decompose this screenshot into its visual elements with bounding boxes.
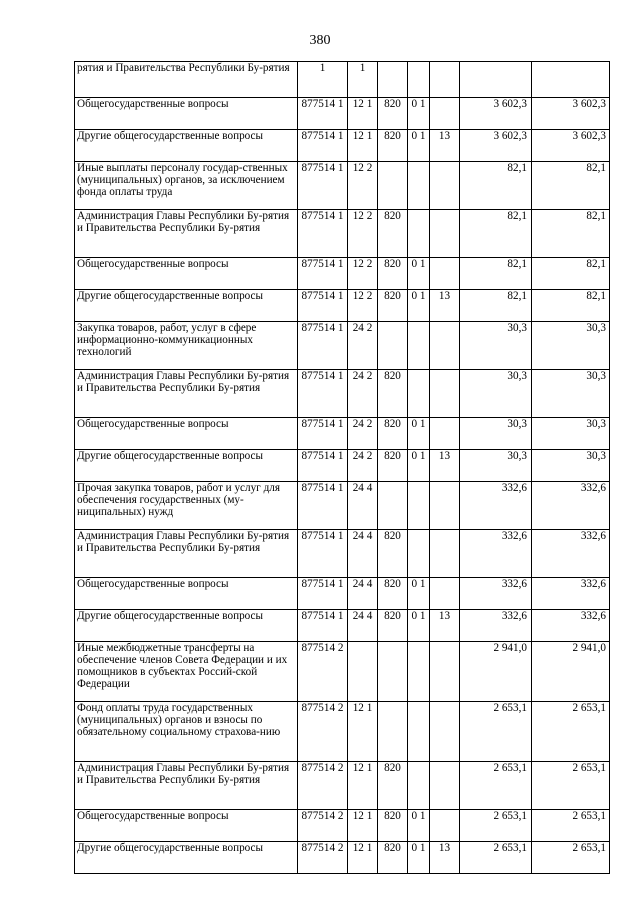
row-target-code: 877514 1 [298, 482, 348, 530]
row-expense-type: 12 1 [348, 702, 378, 762]
row-department: 820 [378, 450, 408, 482]
row-department: 820 [378, 258, 408, 290]
row-subsection [430, 810, 460, 842]
row-amount-2: 2 653,1 [532, 702, 610, 762]
table-row [75, 162, 610, 210]
row-subsection [430, 530, 460, 578]
row-amount-1 [460, 62, 532, 98]
row-name: рятия и Правительства Республики Бу-рятия [75, 62, 298, 98]
row-amount-1: 332,6 [460, 482, 532, 530]
table-row [75, 210, 610, 258]
row-amount-1: 82,1 [460, 290, 532, 322]
row-department: 820 [378, 610, 408, 642]
row-section: 0 1 [408, 130, 430, 162]
row-amount-1: 3 602,3 [460, 130, 532, 162]
table-row [75, 130, 610, 162]
row-amount-2: 3 602,3 [532, 98, 610, 130]
row-department [378, 702, 408, 762]
row-amount-1: 82,1 [460, 210, 532, 258]
row-amount-2: 82,1 [532, 162, 610, 210]
row-amount-1: 2 941,0 [460, 642, 532, 702]
row-name: Другие общегосударственные вопросы [75, 450, 298, 482]
row-name: Общегосударственные вопросы [75, 418, 298, 450]
row-expense-type: 12 1 [348, 842, 378, 874]
row-target-code: 877514 2 [298, 762, 348, 810]
row-amount-1: 2 653,1 [460, 842, 532, 874]
row-amount-2: 3 602,3 [532, 130, 610, 162]
row-department [378, 642, 408, 702]
row-subsection [430, 258, 460, 290]
table-row [75, 322, 610, 370]
row-department: 820 [378, 530, 408, 578]
row-section [408, 370, 430, 418]
row-section [408, 162, 430, 210]
row-section [408, 530, 430, 578]
row-expense-type: 24 4 [348, 482, 378, 530]
row-name: Администрация Главы Республики Бу-рятия и Правительства Республики Бу-рятия [75, 210, 298, 258]
row-department: 820 [378, 810, 408, 842]
row-subsection [430, 642, 460, 702]
row-department: 820 [378, 210, 408, 258]
row-target-code: 877514 1 [298, 162, 348, 210]
row-department: 820 [378, 578, 408, 610]
row-name: Другие общегосударственные вопросы [75, 610, 298, 642]
table-row [75, 842, 610, 874]
row-target-code: 877514 1 [298, 210, 348, 258]
row-target-code: 877514 1 [298, 258, 348, 290]
row-expense-type: 12 2 [348, 290, 378, 322]
row-name: Администрация Главы Республики Бу-рятия и Правительства Республики Бу-рятия [75, 762, 298, 810]
row-amount-2: 30,3 [532, 450, 610, 482]
row-section [408, 322, 430, 370]
row-expense-type: 12 1 [348, 130, 378, 162]
row-section: 0 1 [408, 418, 430, 450]
table-row [75, 98, 610, 130]
row-name: Другие общегосударственные вопросы [75, 130, 298, 162]
row-target-code: 877514 2 [298, 810, 348, 842]
row-section: 0 1 [408, 258, 430, 290]
row-expense-type: 12 1 [348, 810, 378, 842]
table-row [75, 610, 610, 642]
row-amount-2: 332,6 [532, 610, 610, 642]
row-amount-2: 2 941,0 [532, 642, 610, 702]
row-amount-1: 2 653,1 [460, 762, 532, 810]
row-amount-2: 332,6 [532, 578, 610, 610]
row-target-code: 877514 1 [298, 370, 348, 418]
row-name: Общегосударственные вопросы [75, 578, 298, 610]
row-amount-2 [532, 62, 610, 98]
row-amount-2: 332,6 [532, 482, 610, 530]
table-row [75, 762, 610, 810]
row-section [408, 642, 430, 702]
row-amount-2: 30,3 [532, 370, 610, 418]
row-amount-1: 332,6 [460, 578, 532, 610]
table-row [75, 530, 610, 578]
row-amount-1: 2 653,1 [460, 810, 532, 842]
row-amount-2: 332,6 [532, 530, 610, 578]
row-expense-type: 12 2 [348, 258, 378, 290]
row-department [378, 62, 408, 98]
row-expense-type: 1 [348, 62, 378, 98]
row-target-code: 877514 1 [298, 418, 348, 450]
row-name: Прочая закупка товаров, работ и услуг для обеспечения государственных (му-ниципальных) нужд [75, 482, 298, 530]
row-expense-type: 24 4 [348, 610, 378, 642]
row-subsection: 13 [430, 130, 460, 162]
row-amount-1: 30,3 [460, 450, 532, 482]
row-amount-1: 30,3 [460, 322, 532, 370]
row-expense-type: 12 1 [348, 762, 378, 810]
row-amount-2: 2 653,1 [532, 842, 610, 874]
row-section: 0 1 [408, 290, 430, 322]
row-department: 820 [378, 842, 408, 874]
row-amount-1: 30,3 [460, 370, 532, 418]
row-name: Администрация Главы Республики Бу-рятия и Правительства Республики Бу-рятия [75, 370, 298, 418]
row-subsection [430, 98, 460, 130]
row-subsection [430, 62, 460, 98]
row-target-code: 877514 1 [298, 290, 348, 322]
row-department [378, 482, 408, 530]
row-section: 0 1 [408, 578, 430, 610]
row-department: 820 [378, 130, 408, 162]
row-subsection [430, 370, 460, 418]
row-amount-2: 30,3 [532, 322, 610, 370]
budget-table [74, 61, 610, 874]
row-section: 0 1 [408, 810, 430, 842]
row-department: 820 [378, 98, 408, 130]
table-row [75, 578, 610, 610]
row-department [378, 322, 408, 370]
row-amount-1: 30,3 [460, 418, 532, 450]
row-section: 0 1 [408, 610, 430, 642]
row-section [408, 702, 430, 762]
row-amount-2: 30,3 [532, 418, 610, 450]
row-expense-type: 24 2 [348, 322, 378, 370]
row-name: Общегосударственные вопросы [75, 810, 298, 842]
page-number: 380 [309, 33, 331, 48]
row-subsection [430, 210, 460, 258]
row-name: Иные межбюджетные трансферты на обеспечение членов Совета Федерации и их помощников в субъектах Россий-ской Федерации [75, 642, 298, 702]
row-amount-1: 332,6 [460, 610, 532, 642]
row-amount-2: 82,1 [532, 210, 610, 258]
row-name: Администрация Главы Республики Бу-рятия и Правительства Республики Бу-рятия [75, 530, 298, 578]
row-expense-type: 24 2 [348, 450, 378, 482]
row-name: Общегосударственные вопросы [75, 98, 298, 130]
row-section [408, 482, 430, 530]
row-expense-type: 12 1 [348, 98, 378, 130]
row-subsection [430, 162, 460, 210]
table-row [75, 482, 610, 530]
table-row [75, 290, 610, 322]
row-amount-1: 82,1 [460, 258, 532, 290]
row-name: Закупка товаров, работ, услуг в сфере информационно-коммуникационных технологий [75, 322, 298, 370]
row-expense-type: 12 2 [348, 210, 378, 258]
row-name: Другие общегосударственные вопросы [75, 290, 298, 322]
row-name: Фонд оплаты труда государственных (муниципальных) органов и взносы по обязательному социальному страхова-нию [75, 702, 298, 762]
table-row [75, 810, 610, 842]
row-target-code: 877514 1 [298, 610, 348, 642]
table-row [75, 370, 610, 418]
table-row [75, 642, 610, 702]
row-name: Иные выплаты персоналу государ-ственных (муниципальных) органов, за исключением фонда оплаты труда [75, 162, 298, 210]
row-amount-1: 2 653,1 [460, 702, 532, 762]
row-expense-type: 24 4 [348, 530, 378, 578]
row-subsection [430, 482, 460, 530]
table-row [75, 418, 610, 450]
row-target-code: 877514 1 [298, 322, 348, 370]
row-target-code: 877514 2 [298, 642, 348, 702]
row-expense-type: 12 2 [348, 162, 378, 210]
row-target-code: 877514 1 [298, 98, 348, 130]
table-row [75, 702, 610, 762]
row-amount-2: 82,1 [532, 258, 610, 290]
row-subsection: 13 [430, 610, 460, 642]
row-expense-type [348, 642, 378, 702]
row-target-code: 877514 1 [298, 578, 348, 610]
row-subsection [430, 578, 460, 610]
row-section: 0 1 [408, 842, 430, 874]
row-expense-type: 24 4 [348, 578, 378, 610]
row-section: 0 1 [408, 450, 430, 482]
row-section: 0 1 [408, 98, 430, 130]
row-subsection [430, 762, 460, 810]
row-amount-1: 3 602,3 [460, 98, 532, 130]
row-department: 820 [378, 762, 408, 810]
row-section [408, 62, 430, 98]
row-target-code: 877514 2 [298, 842, 348, 874]
row-amount-2: 82,1 [532, 290, 610, 322]
row-expense-type: 24 2 [348, 370, 378, 418]
row-name: Другие общегосударственные вопросы [75, 842, 298, 874]
row-target-code: 877514 1 [298, 530, 348, 578]
row-name: Общегосударственные вопросы [75, 258, 298, 290]
row-target-code: 877514 1 [298, 130, 348, 162]
row-department: 820 [378, 418, 408, 450]
row-subsection [430, 418, 460, 450]
row-department [378, 162, 408, 210]
row-amount-2: 2 653,1 [532, 762, 610, 810]
table-row [75, 258, 610, 290]
row-subsection: 13 [430, 290, 460, 322]
row-expense-type: 24 2 [348, 418, 378, 450]
table-row [75, 450, 610, 482]
row-subsection: 13 [430, 842, 460, 874]
row-section [408, 210, 430, 258]
row-subsection [430, 702, 460, 762]
row-department: 820 [378, 290, 408, 322]
row-amount-2: 2 653,1 [532, 810, 610, 842]
row-amount-1: 82,1 [460, 162, 532, 210]
row-subsection: 13 [430, 450, 460, 482]
row-target-code: 1 [298, 62, 348, 98]
row-target-code: 877514 2 [298, 702, 348, 762]
row-subsection [430, 322, 460, 370]
row-amount-1: 332,6 [460, 530, 532, 578]
row-section [408, 762, 430, 810]
row-department: 820 [378, 370, 408, 418]
row-target-code: 877514 1 [298, 450, 348, 482]
table-row [75, 62, 610, 98]
